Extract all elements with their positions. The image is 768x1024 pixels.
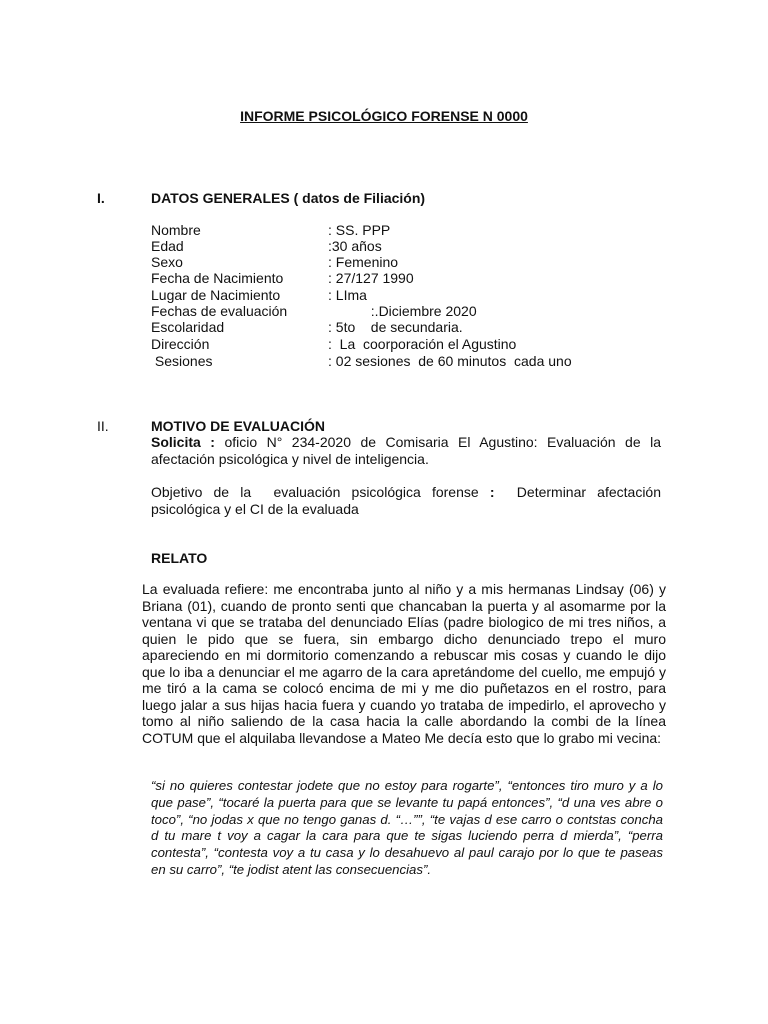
field-value: : La coorporación el Agustino bbox=[328, 336, 517, 352]
field-label: Lugar de Nacimiento bbox=[151, 287, 281, 303]
field-value: : SS. PPP bbox=[328, 222, 391, 238]
field-value: : Femenino bbox=[328, 254, 399, 270]
field-row bbox=[151, 254, 671, 271]
field-row bbox=[151, 222, 671, 239]
objetivo-paragraph bbox=[151, 484, 665, 517]
relato-heading: RELATO bbox=[151, 550, 208, 566]
field-value: : 27/127 1990 bbox=[328, 270, 414, 286]
field-label: Nombre bbox=[151, 222, 201, 238]
relato-paragraph: La evaluada refiere: me encontraba junto al niño y a mis hermanas Lindsay (06) y Briana (01), cuando de pronto senti que chancaban la puerta y al asomarme por la ventana vi que se trataba del denunciado Elías (padre biologico de mi tres niños, a quien le pido que se fuera, sin embargo dicho denunciado trepo el muro apareciendo en mi dormitorio comenzando a rebuscar mis cosas y cuando le dijo que lo iba a denunciar el me agarro de la cara apretándome del cuello, me empujó y me tiró a la cama se colocó encima de mi y me dio puñetazos en el rostro, para luego jalar a sus hijas hacia fuera y cuando yo trataba de impedirlo, el aprovecho y tomo al niño saliendo de la casa hacia la calle abordando la combi de la línea COTUM que el alquilaba llevandose a Mateo Me decía esto que lo grabo mi vecina: bbox=[142, 581, 666, 746]
field-value: : 02 sesiones de 60 minutos cada uno bbox=[328, 353, 572, 369]
section-2-heading: MOTIVO DE EVALUACIÓN bbox=[151, 418, 325, 434]
objetivo-colon: : bbox=[489, 484, 495, 500]
field-row bbox=[151, 238, 671, 255]
field-value: : 5to de secundaria. bbox=[328, 319, 463, 335]
field-value: :30 años bbox=[328, 238, 382, 254]
objetivo-text: Determinar afectación psicológica y el CI de la evaluada bbox=[151, 484, 665, 517]
field-row bbox=[151, 319, 671, 336]
section-2-number: II. bbox=[97, 418, 109, 434]
field-row bbox=[151, 303, 671, 320]
solicita-paragraph bbox=[151, 434, 661, 467]
solicita-label: Solicita : bbox=[151, 434, 215, 450]
field-row bbox=[151, 353, 671, 370]
field-value: :.Diciembre 2020 bbox=[328, 303, 477, 319]
solicita-text: oficio N° 234-2020 de Comisaria El Agustino: Evaluación de la afectación psicológica y nivel de inteligencia. bbox=[151, 434, 661, 467]
field-value: : LIma bbox=[328, 287, 367, 303]
field-label: Edad bbox=[151, 238, 184, 254]
relato-quote: “si no quieres contestar jodete que no estoy para rogarte”, “entonces tiro muro y a lo que pase”, “tocaré la puerta para que se levante tu papá entonces”, “d una ves abre o toco”, “no jodas x que no tengo ganas d. “…””, “te vajas d ese carro o contstas concha d tu mare t voy a cagar la cara para que te sigas luciendo perra d mierda”, “perra contesta”, “contesta voy a tu casa y lo desahuevo al paul carajo por lo que te paseas en su carro”, “te jodist atent las consecuencias”. bbox=[151, 778, 663, 877]
field-label: Fechas de evaluación bbox=[151, 303, 288, 319]
field-row bbox=[151, 270, 671, 287]
section-1-heading: DATOS GENERALES ( datos de Filiación) bbox=[151, 190, 426, 206]
field-row bbox=[151, 336, 671, 353]
objetivo-label: Objetivo de la evaluación psicológica forense bbox=[151, 484, 490, 500]
field-label: Fecha de Nacimiento bbox=[151, 270, 284, 286]
field-label: Sexo bbox=[151, 254, 183, 270]
field-label: Sesiones bbox=[151, 353, 213, 369]
field-row bbox=[151, 287, 671, 304]
document-title: INFORME PSICOLÓGICO FORENSE N 0000 bbox=[240, 108, 528, 124]
field-label: Dirección bbox=[151, 336, 210, 352]
section-1-number: I. bbox=[97, 190, 105, 206]
field-label: Escolaridad bbox=[151, 319, 225, 335]
